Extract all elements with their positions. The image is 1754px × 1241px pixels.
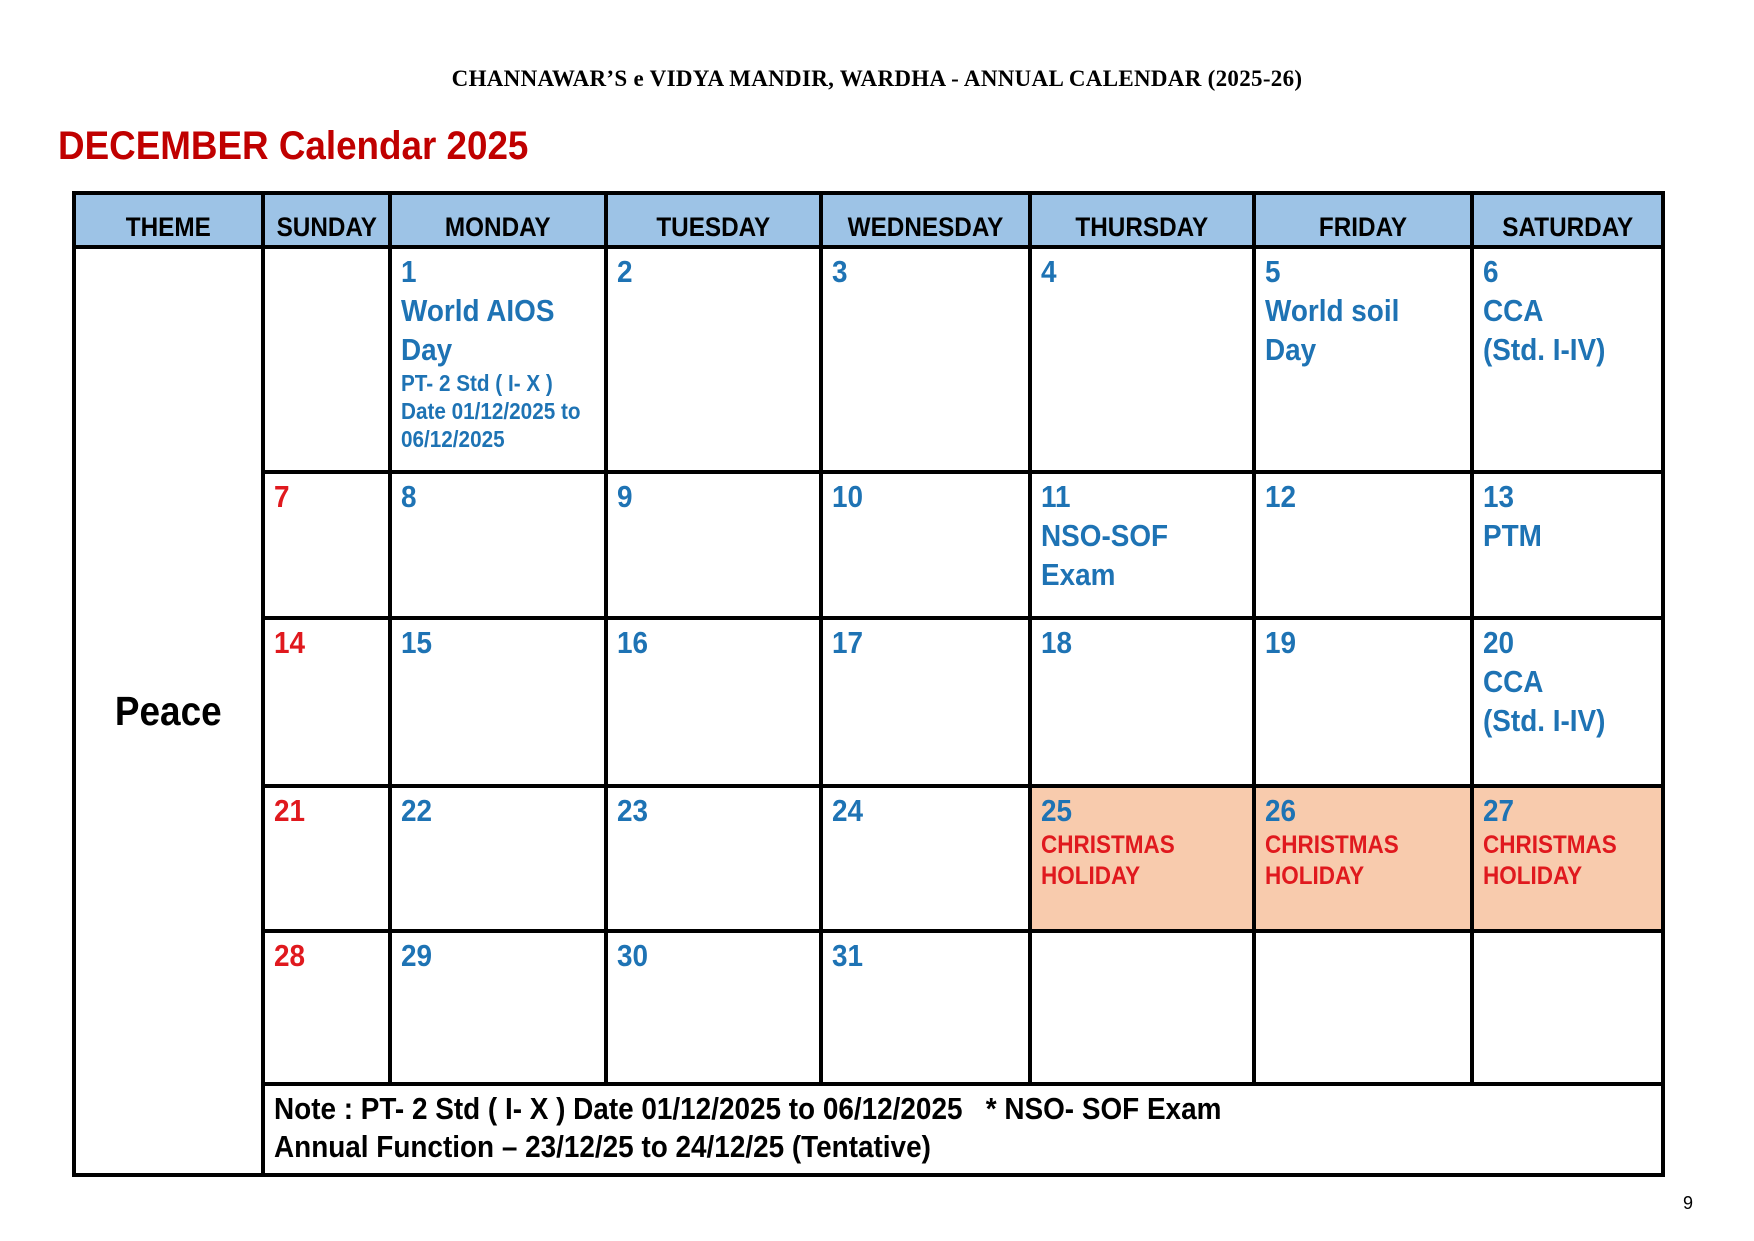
day-number: 14 bbox=[273, 625, 305, 661]
day-number: 20 bbox=[1482, 625, 1514, 661]
column-header-wednesday: WEDNESDAY bbox=[821, 193, 1030, 247]
calendar-table bbox=[72, 191, 1665, 1177]
day-cell bbox=[1472, 247, 1663, 472]
day-cell bbox=[606, 247, 822, 472]
day-cell bbox=[821, 931, 1030, 1084]
day-number: 12 bbox=[1264, 479, 1296, 515]
day-event: World AIOS Day bbox=[400, 293, 555, 367]
day-number: 25 bbox=[1041, 793, 1073, 829]
day-number: 27 bbox=[1482, 793, 1514, 829]
column-header-thursday: THURSDAY bbox=[1030, 193, 1254, 247]
day-cell bbox=[1030, 931, 1254, 1084]
day-cell bbox=[821, 618, 1030, 786]
holiday-cell bbox=[1030, 786, 1254, 931]
day-cell bbox=[1472, 618, 1663, 786]
column-header-tuesday: TUESDAY bbox=[606, 193, 822, 247]
note-line-2: Annual Function – 23/12/25 to 24/12/25 (Tentative) bbox=[273, 1128, 931, 1164]
day-cell bbox=[390, 786, 606, 931]
theme-cell bbox=[74, 247, 263, 1175]
day-cell bbox=[1254, 472, 1472, 618]
day-number: 16 bbox=[616, 625, 648, 661]
week-row-3 bbox=[74, 618, 1663, 786]
day-number: 28 bbox=[273, 938, 305, 974]
column-header-friday: FRIDAY bbox=[1254, 193, 1472, 247]
day-number: 13 bbox=[1482, 479, 1514, 515]
holiday-label: CHRISTMAS HOLIDAY bbox=[1482, 831, 1617, 891]
day-event-detail: PT- 2 Std ( I- X ) Date 01/12/2025 to 06/12/2025 bbox=[400, 370, 581, 452]
day-number: 31 bbox=[832, 938, 864, 974]
day-cell bbox=[1254, 931, 1472, 1084]
column-header-sunday: SUNDAY bbox=[263, 193, 390, 247]
day-number: 15 bbox=[400, 625, 432, 661]
day-number: 26 bbox=[1264, 793, 1296, 829]
day-number: 4 bbox=[1041, 254, 1057, 289]
note-line-1: Note : PT- 2 Std ( I- X ) Date 01/12/2025 to 06/12/2025 * NSO- SOF Exam bbox=[273, 1090, 1222, 1126]
day-number: 1 bbox=[400, 254, 417, 289]
week-row-2 bbox=[74, 472, 1663, 618]
day-cell bbox=[1472, 931, 1663, 1084]
day-cell bbox=[263, 472, 390, 618]
day-cell bbox=[1254, 618, 1472, 786]
day-cell bbox=[1472, 472, 1663, 618]
day-cell bbox=[606, 618, 822, 786]
day-cell bbox=[606, 931, 822, 1084]
day-cell bbox=[606, 786, 822, 931]
page-number: 9 bbox=[1683, 1193, 1694, 1213]
day-number: 6 bbox=[1482, 254, 1499, 289]
day-number: 21 bbox=[273, 793, 305, 829]
note-row bbox=[74, 1084, 1663, 1175]
day-cell bbox=[821, 786, 1030, 931]
theme-label: Peace bbox=[115, 687, 222, 734]
day-number: 30 bbox=[616, 938, 648, 974]
day-cell bbox=[1030, 618, 1254, 786]
day-event: CCA (Std. I-IV) bbox=[1482, 664, 1606, 739]
day-number: 3 bbox=[832, 254, 848, 289]
day-cell bbox=[1030, 247, 1254, 472]
day-number: 22 bbox=[400, 793, 432, 829]
day-number: 18 bbox=[1041, 625, 1073, 661]
day-number: 17 bbox=[832, 625, 864, 661]
day-cell bbox=[390, 931, 606, 1084]
column-header-monday: MONDAY bbox=[390, 193, 606, 247]
day-event: NSO-SOF Exam bbox=[1041, 518, 1169, 593]
day-cell bbox=[263, 786, 390, 931]
day-cell bbox=[263, 618, 390, 786]
day-cell bbox=[263, 931, 390, 1084]
day-cell bbox=[606, 472, 822, 618]
holiday-cell bbox=[1254, 786, 1472, 931]
holiday-label: CHRISTMAS HOLIDAY bbox=[1041, 831, 1176, 891]
day-number: 29 bbox=[400, 938, 432, 974]
day-number: 9 bbox=[616, 479, 633, 515]
column-header-saturday: SATURDAY bbox=[1472, 193, 1663, 247]
day-event: CCA (Std. I-IV) bbox=[1482, 293, 1606, 367]
day-number: 5 bbox=[1264, 254, 1281, 289]
day-number: 2 bbox=[616, 254, 633, 289]
day-cell bbox=[1254, 247, 1472, 472]
day-cell bbox=[390, 247, 606, 472]
day-number: 23 bbox=[616, 793, 648, 829]
day-cell bbox=[390, 618, 606, 786]
weekday-header-row bbox=[74, 193, 1663, 247]
note-cell bbox=[263, 1084, 1663, 1175]
column-header-theme: THEME bbox=[74, 193, 263, 247]
day-number: 8 bbox=[400, 479, 417, 515]
day-cell bbox=[263, 247, 390, 472]
school-title: CHANNAWAR’S e VIDYA MANDIR, WARDHA - ANNUAL CALENDAR (2025-26) bbox=[451, 66, 1303, 91]
day-event: World soil Day bbox=[1264, 293, 1400, 367]
day-number: 7 bbox=[273, 479, 290, 515]
day-event: PTM bbox=[1482, 518, 1542, 554]
holiday-cell bbox=[1472, 786, 1663, 931]
day-cell bbox=[1030, 472, 1254, 618]
day-cell bbox=[821, 247, 1030, 472]
week-row-1 bbox=[74, 247, 1663, 472]
day-number: 10 bbox=[832, 479, 864, 515]
day-number: 19 bbox=[1264, 625, 1296, 661]
day-number: 11 bbox=[1041, 479, 1071, 515]
day-cell bbox=[821, 472, 1030, 618]
week-row-4 bbox=[74, 786, 1663, 931]
day-number: 24 bbox=[832, 793, 864, 829]
month-title: DECEMBER Calendar 2025 bbox=[58, 124, 529, 168]
week-row-5 bbox=[74, 931, 1663, 1084]
day-cell bbox=[390, 472, 606, 618]
holiday-label: CHRISTMAS HOLIDAY bbox=[1264, 831, 1399, 891]
